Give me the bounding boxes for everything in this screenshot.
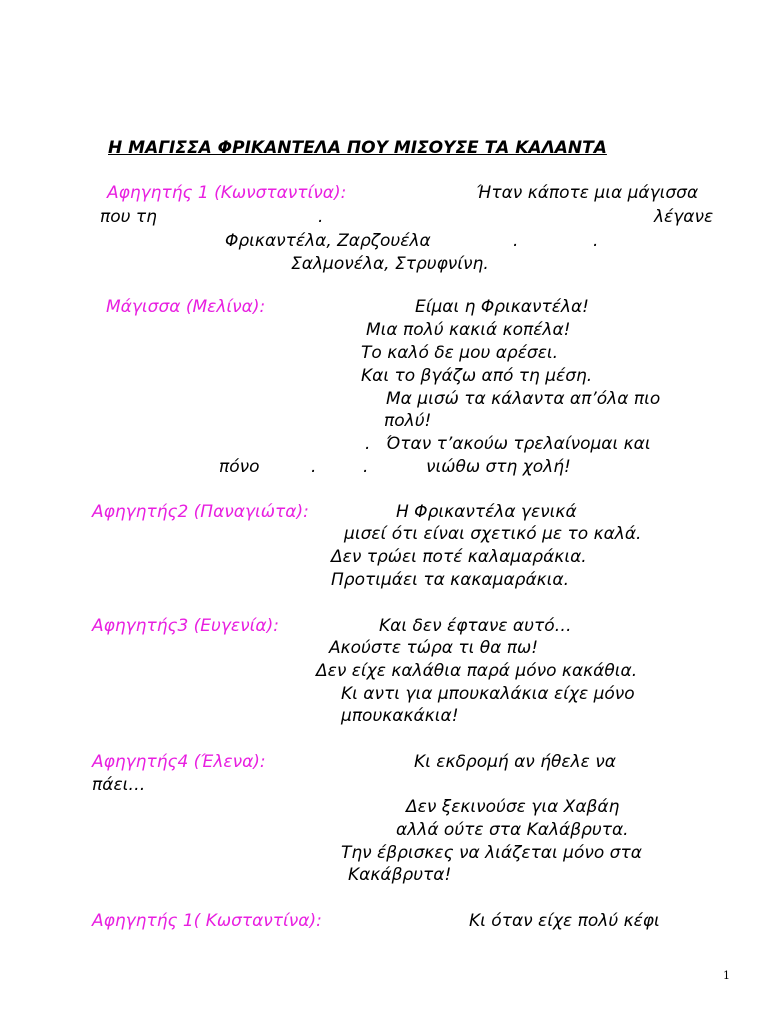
speaker-narrator-1-again: Αφηγητής 1( Κωσταντίνα): bbox=[92, 911, 322, 931]
verse-line: Προτιμάει τα κακαμαράκια. bbox=[331, 570, 570, 590]
verse-line: Φρικαντέλα, Ζαρζουέλα bbox=[225, 231, 431, 251]
verse-line: μισεί ότι είναι σχετικό με το καλά. bbox=[344, 524, 642, 544]
verse-line: Σαλμονέλα, Στρυφνίνη. bbox=[291, 254, 489, 274]
verse-line: Η Φρικαντέλα γενικά bbox=[396, 502, 577, 522]
verse-line: Δεν τρώει ποτέ καλαμαράκια. bbox=[331, 547, 587, 567]
verse-line: Ακούστε τώρα τι θα πω! bbox=[329, 638, 539, 658]
verse-line: μπουκακάκια! bbox=[341, 706, 459, 726]
verse-line: Κι εκδρομή αν ήθελε να bbox=[414, 752, 616, 772]
speaker-narrator-2: Αφηγητής2 (Παναγιώτα): bbox=[92, 502, 309, 522]
verse-line: . bbox=[513, 231, 519, 251]
verse-line: Ήταν κάποτε μια μάγισσα bbox=[476, 183, 699, 203]
verse-line: Την έβρισκες να λιάζεται μόνο στα bbox=[341, 843, 642, 863]
verse-line: Δεν είχε καλάθια παρά μόνο κακάθια. bbox=[316, 661, 638, 681]
verse-line: Κι όταν είχε πολύ κέφι bbox=[469, 911, 660, 931]
verse-line: . bbox=[593, 231, 599, 251]
verse-line: . bbox=[363, 457, 369, 477]
verse-line: Μια πολύ κακιά κοπέλα! bbox=[366, 320, 571, 340]
speaker-witch: Μάγισσα (Μελίνα): bbox=[106, 297, 266, 317]
verse-line: Και το βγάζω από τη μέση. bbox=[361, 366, 593, 386]
speaker-narrator-1: Αφηγητής 1 (Κωνσταντίνα): bbox=[107, 183, 347, 203]
verse-line: Και δεν έφτανε αυτό… bbox=[379, 616, 572, 636]
verse-line: Είμαι η Φρικαντέλα! bbox=[415, 297, 590, 317]
verse-line: . bbox=[365, 434, 371, 454]
speaker-narrator-4: Αφηγητής4 (Έλενα): bbox=[92, 752, 266, 772]
verse-line: πολύ! bbox=[384, 411, 432, 431]
verse-line: . bbox=[318, 207, 324, 227]
verse-line: πάει… bbox=[92, 775, 146, 795]
verse-line: Κακάβρυτα! bbox=[348, 865, 452, 885]
verse-line: Δεν ξεκινούσε για Χαβάη bbox=[406, 797, 620, 817]
verse-line: που τη bbox=[100, 207, 157, 227]
verse-line: νιώθω στη χολή! bbox=[426, 457, 571, 477]
verse-line: Μα μισώ τα κάλαντα απ’όλα πιο bbox=[386, 389, 661, 409]
verse-line: . bbox=[311, 457, 317, 477]
verse-line: πόνο bbox=[219, 457, 260, 477]
page-number: 1 bbox=[723, 969, 730, 982]
verse-line: λέγανε bbox=[654, 207, 714, 227]
verse-line: Το καλό δε μου αρέσει. bbox=[361, 343, 559, 363]
story-title: Η ΜΑΓΙΣΣΑ ΦΡΙΚΑΝΤΕΛΑ ΠΟΥ ΜΙΣΟΥΣΕ ΤΑ ΚΑΛΑΝΤΑ bbox=[108, 138, 607, 158]
verse-line: Κι αντι για μπουκαλάκια είχε μόνο bbox=[341, 684, 635, 704]
verse-line: αλλά ούτε στα Καλάβρυτα. bbox=[396, 820, 629, 840]
speaker-narrator-3: Αφηγητής3 (Ευγενία): bbox=[92, 616, 279, 636]
verse-line: Όταν τ’ακούω τρελαίνομαι και bbox=[386, 434, 651, 454]
